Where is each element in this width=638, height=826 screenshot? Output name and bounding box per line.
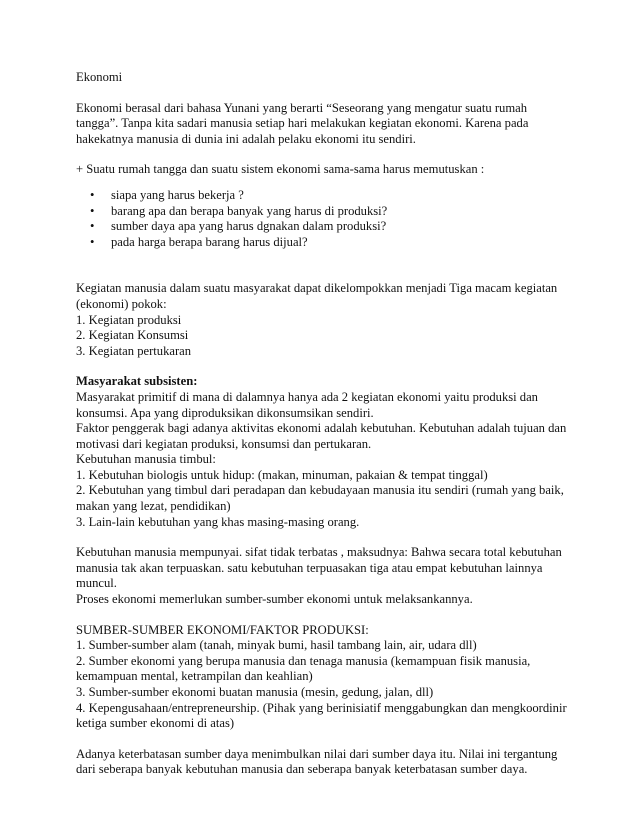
bullet-icon: • (90, 234, 95, 249)
list-item: 3. Lain-lain kebutuhan yang khas masing-masing orang. (76, 514, 360, 529)
list-item: 3. Kegiatan pertukaran (76, 343, 192, 358)
bullet-icon: • (90, 219, 95, 234)
sumber-heading: SUMBER-SUMBER EKONOMI/FAKTOR PRODUKSI: (76, 622, 369, 637)
subsisten-paragraph-1: Masyarakat primitif di mana di dalamnya hanya ada 2 kegiatan ekonomi yaitu produksi dan konsumsi. Apa yang diproduksikan dikonsumsikan sendiri. (76, 389, 538, 420)
list-item: 2. Sumber ekonomi yang berupa manusia dan tenaga manusia (kemampuan fisik manusia, kemampuan mental, ketrampilan dan keahlian) (76, 653, 531, 684)
list-item: • barang apa dan berapa banyak yang harus di produksi? (90, 203, 388, 218)
intro-paragraph: Ekonomi berasal dari bahasa Yunani yang berarti “Seseorang yang mengatur suatu rumah tangga”. Tanpa kita sadari manusia setiap hari melakukan kegiatan ekonomi. Karena pada hakekatnya manusia di dunia ini adalah pelaku ekonomi itu sendiri. (76, 100, 529, 146)
list-item: 2. Kebutuhan yang timbul dari peradapan dan kebudayaan manusia itu sendiri (rumah yang baik, makan yang lezat, pendidikan) (76, 483, 564, 514)
list-item: 1. Kegiatan produksi (76, 312, 182, 327)
list-item: 2. Kegiatan Konsumsi (76, 328, 189, 343)
list-item: 3. Sumber-sumber ekonomi buatan manusia (mesin, gedung, jalan, dll) (76, 685, 434, 699)
list-item: • siapa yang harus bekerja ? (90, 187, 244, 202)
decision-intro: + Suatu rumah tangga dan suatu sistem ekonomi sama-sama harus memutuskan : (76, 162, 485, 177)
list-item: 1. Kebutuhan biologis untuk hidup: (makan, minuman, pakaian & tempat tinggal) (76, 467, 488, 482)
bullet-icon: • (90, 203, 95, 218)
subsisten-paragraph-2: Faktor penggerak bagi adanya aktivitas ekonomi adalah kebutuhan. Kebutuhan adalah tujuan dan motivasi dari kegiatan produksi, konsumsi dan pertukaran. (76, 421, 567, 451)
closing-paragraph: Adanya keterbatasan sumber daya menimbulkan nilai dari sumber daya itu. Nilai ini tergantung dari seberapa banyak kebutuhan manusia dan seberapa banyak keterbatasan sumber daya. (76, 746, 558, 777)
kegiatan-intro: Kegiatan manusia dalam suatu masyarakat dapat dikelompokkan menjadi Tiga macam kegiatan (ekonomi) pokok: (76, 281, 558, 311)
list-item: 1. Sumber-sumber alam (tanah, minyak bumi, hasil tambang lain, air, udara dll) (76, 638, 477, 653)
decision-bullet-list (76, 188, 570, 250)
document-body (76, 70, 570, 778)
list-item: • pada harga berapa barang harus dijual? (90, 234, 308, 249)
subsisten-heading: Masyarakat subsisten: (76, 374, 198, 389)
bullet-icon: • (90, 187, 95, 202)
list-item: • sumber daya apa yang harus dgnakan dalam produksi? (90, 219, 387, 234)
proses-paragraph: Proses ekonomi memerlukan sumber-sumber ekonomi untuk melaksankannya. (76, 592, 473, 607)
document-title: Ekonomi (76, 70, 123, 84)
list-item: 4. Kepengusahaan/entrepreneurship. (Pihak yang berinisiatif menggabungkan dan mengkoordinir ketiga sumber ekonomi di atas) (76, 700, 567, 731)
sifat-paragraph: Kebutuhan manusia mempunyai. sifat tidak terbatas , maksudnya: Bahwa secara total kebutuhan manusia tak akan terpuaskan. satu kebutuhan terpuasakan tiga atau empat kebutuhan lainnya muncul. (76, 545, 562, 591)
kebutuhan-label: Kebutuhan manusia timbul: (76, 452, 216, 467)
